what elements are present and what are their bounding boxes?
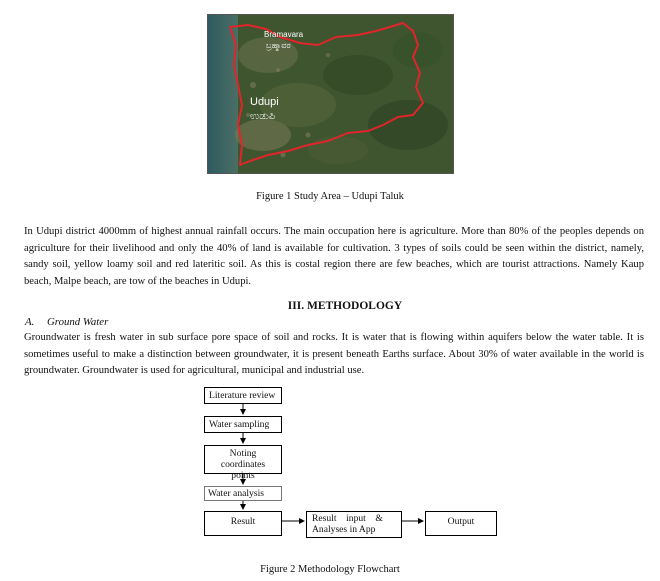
subsection-label: A. [25,316,35,328]
step-water-analysis: Water analysis [204,486,282,501]
step-noting-coordinates: Noting coordinates points [204,445,282,474]
step-output: Output [425,511,497,536]
udupi-kannada-label: ಉಡುಪಿ [250,111,276,122]
step-result: Result [204,511,282,536]
paragraph-groundwater: Groundwater is fresh water in sub surface pore space of soil and rocks. It is water that is flowing within aquifers below the water table. It is sometimes useful to make a distinction between groundwater, it is present beneath Earths surface. About 30% of water available in the world is groundwater. Groundwater is used for agricultural, municipal and industrial use. [24,332,644,377]
subsection-title: Ground Water [47,316,109,328]
figure1-caption: Figure 1 Study Area – Udupi Taluk [256,191,404,202]
step-literature-review: Literature review [204,387,282,404]
figure2-caption: Figure 2 Methodology Flowchart [260,564,400,575]
udupi-label: Udupi [250,96,279,108]
step-result-input-analyses: Result input & Analyses in App [306,511,402,538]
paragraph-rainfall: In Udupi district 4000mm of highest annual rainfall occurs. The main occupation here is agriculture. More than 80% of the peoples depends on agriculture for their livelihood and only the 40% of land is available for cultivation. 3 types of soils could be seen within the district, namely, sandy soil, yellow loamy soil and red lateritic soil. As this is costal region there are few beaches, which are tourist attractions. Namely Kaup beach, Malpe beach, are tow of the beaches in Udupi. [24,226,644,287]
bramavara-kannada-label: ಬ್ರಹ್ಮಾವರ [266,41,291,50]
section-heading: III. METHODOLOGY [287,300,403,312]
bramavara-label: Bramavara [264,30,304,39]
step-water-sampling: Water sampling [204,416,282,433]
